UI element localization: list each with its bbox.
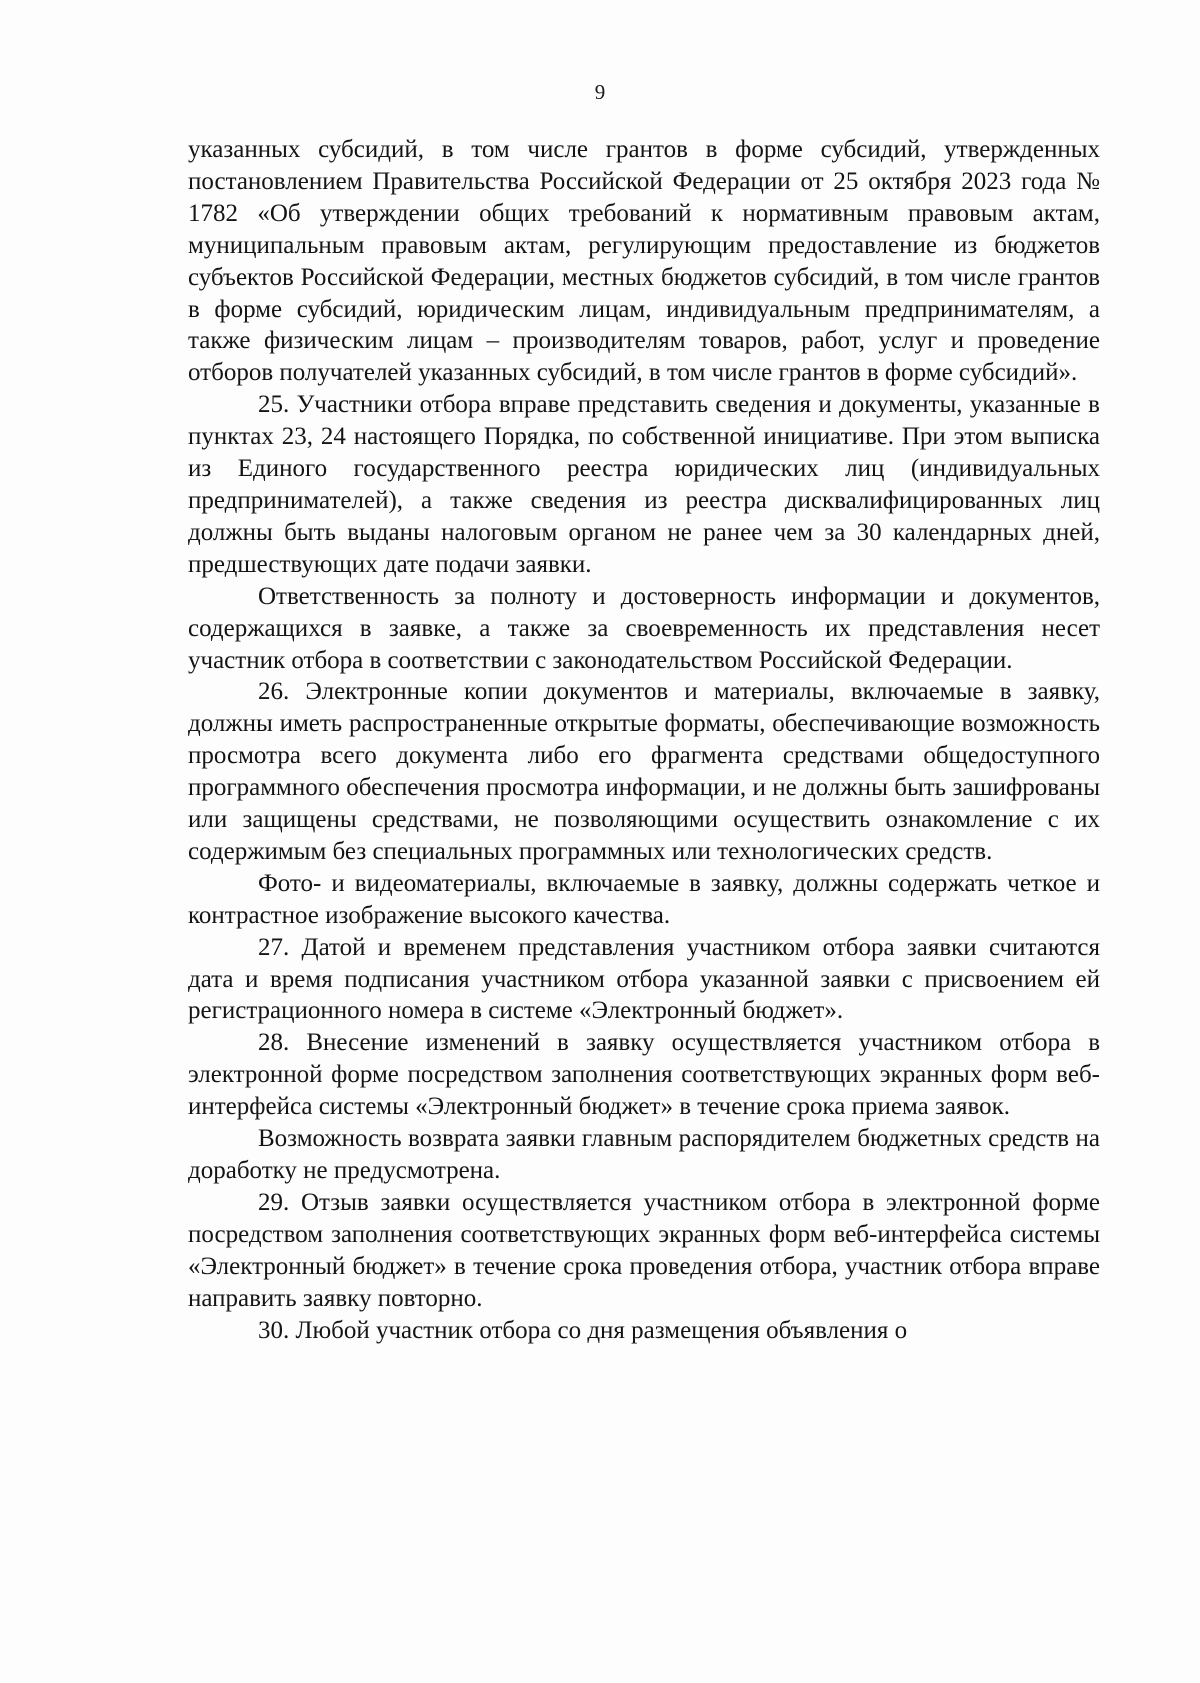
paragraph-26: 26. Электронные копии документов и материалы, включаемые в заявку, должны иметь распространенные открытые форматы, обеспечивающие возможность просмотра всего документа либо его фрагмента средствами общедоступного программного обеспечения просмотра информации, и не должны быть зашифрованы или защищены средствами, не позволяющими осуществить ознакомление с их содержимым без специальных программных или технологических средств. [188, 678, 1100, 865]
paragraph-28-return: Возможность возврата заявки главным распорядителем бюджетных средств на доработку не предусмотрена. [188, 1125, 1100, 1184]
paragraph-28: 28. Внесение изменений в заявку осуществляется участником отбора в электронной форме посредством заполнения соответствующих экранных форм веб-интерфейса системы «Электронный бюджет» в течение срока приема заявок. [188, 1029, 1100, 1121]
paragraph-27: 27. Датой и временем представления участником отбора заявки считаются дата и время подписания участником отбора указанной заявки с присвоением ей регистрационного номера в системе «Электронный бюджет». [188, 933, 1100, 1025]
paragraph-29: 29. Отзыв заявки осуществляется участником отбора в электронной форме посредством заполнения соответствующих экранных форм веб-интерфейса системы «Электронный бюджет» в течение срока проведения отбора, участник отбора вправе направить заявку повторно. [188, 1188, 1100, 1312]
document-body [188, 134, 1100, 1346]
page-number: 9 [594, 80, 606, 104]
paragraph-25-responsibility: Ответственность за полноту и достоверность информации и документов, содержащихся в заявке, а также за своевременность их представления несет участник отбора в соответствии с законодательством Российской Федерации. [188, 582, 1100, 674]
paragraph-26-media: Фото- и видеоматериалы, включаемые в заявку, должны содержать четкое и контрастное изображение высокого качества. [188, 869, 1100, 929]
paragraph-30: 30. Любой участник отбора со дня размещения объявления о [258, 1316, 908, 1344]
paragraph-25: 25. Участники отбора вправе представить сведения и документы, указанные в пунктах 23, 24 настоящего Порядка, по собственной инициативе. При этом выписка из Единого государственного реестра юридических лиц (индивидуальных предпринимателей), а также сведения из реестра дисквалифицированных лиц должны быть выданы налоговым органом не ранее чем за 30 календарных дней, предшествующих дате подачи заявки. [188, 391, 1100, 578]
paragraph-continuation: указанных субсидий, в том числе грантов в форме субсидий, утвержденных постановлением Правительства Российской Федерации от 25 октября 2023 года № 1782 «Об утверждении общих требований к нормативным правовым актам, муниципальным правовым актам, регулирующим предоставление из бюджетов субъектов Российской Федерации, местных бюджетов субсидий, в том числе грантов в форме субсидий, юридическим лицам, индивидуальным предпринимателям, а также физическим лицам – производителям товаров, работ, услуг и проведение отборов получателей указанных субсидий, в том числе грантов в форме субсидий». [188, 136, 1100, 387]
